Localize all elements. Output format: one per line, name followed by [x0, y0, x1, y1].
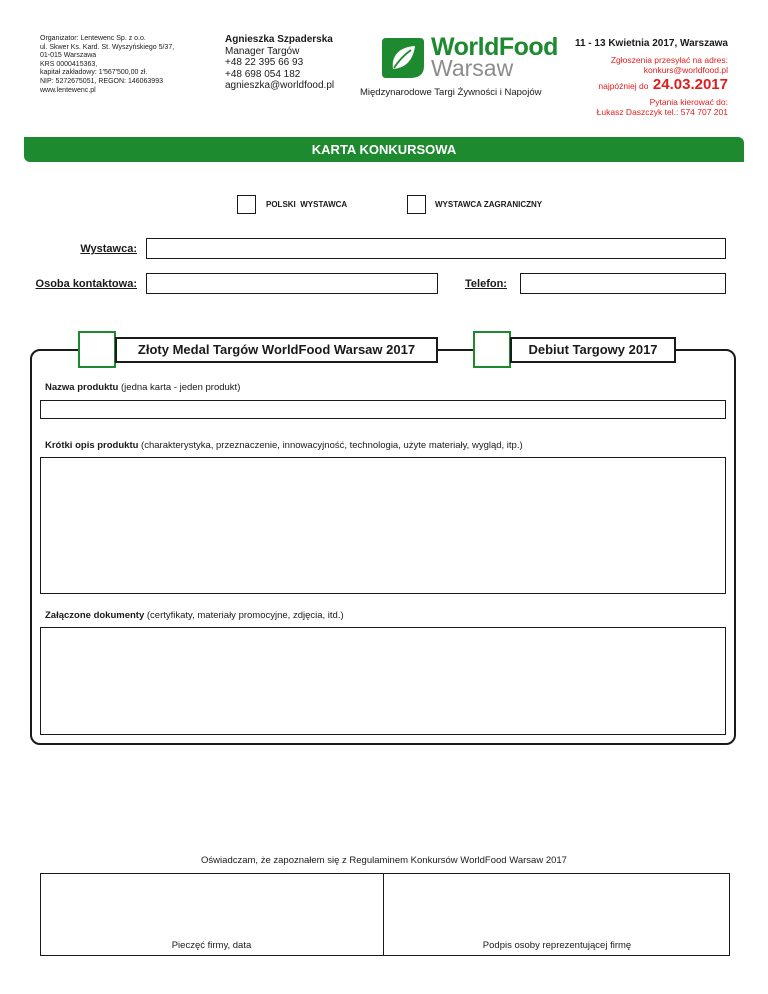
contact-info — [225, 34, 365, 92]
exhibitor-label: Wystawca: — [80, 243, 137, 255]
product-name-field[interactable] — [40, 400, 726, 419]
organizer-line: 01-015 Warszawa — [40, 52, 97, 60]
submit-email: konkurs@worldfood.pl — [643, 65, 728, 75]
phone-field[interactable] — [520, 273, 726, 294]
product-name-label-note: (jedna karta - jeden produkt) — [118, 382, 241, 393]
organizer-info — [40, 35, 210, 95]
form-title: KARTA KONKURSOWA — [311, 142, 457, 157]
company-stamp-label: Pieczęć firmy, data — [171, 940, 252, 951]
foreign-exhibitor-label: WYSTAWCA ZAGRANICZNY — [435, 200, 543, 209]
product-description-label-note: (charakterystyka, przeznaczenie, innowacyjność, technologia, użyte materiały, wygląd, itp.) — [138, 440, 523, 451]
product-description-label — [45, 440, 523, 451]
polish-exhibitor-checkbox[interactable] — [237, 195, 256, 214]
contact-phone-2: +48 698 054 182 — [225, 68, 301, 80]
product-name-label — [45, 382, 240, 393]
polish-exhibitor-label: POLSKI WYSTAWCA — [266, 200, 348, 209]
contact-email: agnieszka@worldfood.pl — [225, 80, 335, 92]
leaf-logo-icon — [380, 36, 426, 80]
product-name-label-bold: Nazwa produktu — [45, 382, 119, 393]
debut-checkbox[interactable] — [473, 331, 511, 368]
questions-info — [597, 97, 728, 117]
logo-title: WorldFood — [431, 33, 558, 61]
deadline — [598, 76, 728, 94]
deadline-date: 24.03.2017 — [652, 76, 728, 93]
worldfood-logo — [380, 34, 560, 82]
organizer-line: Organizator: Lentewenc Sp. z o.o. — [40, 35, 146, 42]
organizer-line: ul. Skwer Ks. Kard. St. Wyszyńskiego 5/37, — [40, 43, 175, 51]
gold-medal-checkbox[interactable] — [78, 331, 116, 368]
organizer-line: NIP: 5272675051, REGON: 146063993 — [40, 77, 163, 85]
event-dates: 11 - 13 Kwietnia 2017, Warszawa — [574, 38, 728, 49]
questions-contact: Łukasz Daszczyk tel.: 574 707 201 — [596, 107, 728, 117]
signature-label: Podpis osoby reprezentującej firmę — [482, 940, 632, 951]
product-description-field[interactable] — [40, 457, 726, 594]
attached-documents-label-note: (certyfikaty, materiały promocyjne, zdjęcia, itd.) — [144, 610, 344, 621]
declaration-text: Oświadczam, że zapoznałem się z Regulaminem Konkursów WorldFood Warsaw 2017 — [201, 855, 567, 866]
submit-info — [611, 55, 728, 75]
deadline-prefix: najpóźniej do — [598, 81, 649, 91]
phone-label: Telefon: — [465, 278, 507, 290]
contact-person-label: Osoba kontaktowa: — [35, 278, 137, 290]
organizer-line: KRS 0000415363, — [40, 60, 98, 68]
contact-person-field[interactable] — [146, 273, 438, 294]
exhibitor-field[interactable] — [146, 238, 726, 259]
logo-tagline: Międzynarodowe Targi Żywności i Napojów — [360, 87, 542, 98]
product-description-label-bold: Krótki opis produktu — [45, 440, 139, 451]
organizer-line: kapitał zakładowy: 1'567'500,00 zł. — [40, 69, 148, 77]
attached-documents-label-bold: Załączone dokumenty — [45, 610, 145, 621]
foreign-exhibitor-checkbox[interactable] — [407, 195, 426, 214]
gold-medal-label: Złoty Medal Targów WorldFood Warsaw 2017 — [137, 342, 416, 357]
attached-documents-label — [45, 610, 344, 621]
attached-documents-field[interactable] — [40, 627, 726, 735]
logo-subtitle: Warsaw — [431, 55, 514, 81]
questions-line: Pytania kierować do: — [649, 97, 728, 107]
contact-phone-1: +48 22 395 66 93 — [225, 57, 304, 69]
submit-line: Zgłoszenia przesyłać na adres: — [610, 55, 728, 65]
debut-label: Debiut Targowy 2017 — [528, 342, 658, 357]
contact-role: Manager Targów — [225, 45, 300, 57]
organizer-line: www.lentewenc.pl — [40, 86, 96, 94]
contact-name: Agnieszka Szpaderska — [225, 34, 333, 45]
